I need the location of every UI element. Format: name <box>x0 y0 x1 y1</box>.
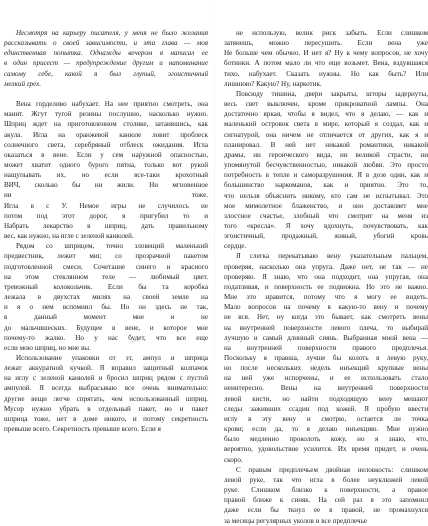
left-page-text-line: Несмотря на карьеру писателя, у меня не было желания <box>16 29 208 37</box>
right-page-text-line: что нельзя объяснить никому, кто сам не испытывал. Это <box>224 191 428 200</box>
left-page-paragraph <box>4 241 208 353</box>
right-page-text-line: иглу в эту вену и смотрю, остается ли точка <box>224 414 428 423</box>
right-page-text-line: эгоистичный, продажный, живый, убогий кровь <box>224 232 428 241</box>
left-page <box>4 28 208 434</box>
left-page-text-line: манит. Жгут тугой резины послушно, насколько нужно. <box>4 110 208 119</box>
left-page-text-line: превыше всего. Секретность превыше всего. Если я <box>4 425 161 434</box>
left-page-text-line: шприца тоже, нет в доме никого, и потому секретность <box>4 414 208 423</box>
left-page-text-line: может хватит одного бурого пятна, только вот рукой <box>4 161 208 170</box>
left-page-text-line: до мальчишеских. Будущее в вене, и которое мне <box>4 323 208 332</box>
left-page-text-line: самому себе, какой я был глупый, эгоистичный <box>4 69 208 78</box>
right-page-text-line: но после нескольких недель инъекций крупные вены <box>224 364 428 373</box>
left-page-text-line: Рядом со шприцем, точно зловещий маленький <box>16 242 208 251</box>
right-page-text-line: левой руке, так что игла в более неуклюжей левой <box>224 475 428 484</box>
left-page-text-line: солнечного света, серебряный отблеск ожидания. Игла <box>4 140 208 149</box>
right-page-text-line: крови; если да, то я делаю инъекцию. Мне нужно <box>224 425 428 434</box>
right-page-text-line: ботинки. А потом мало ли что еще возьмет. Вена, вздувшаяся <box>224 59 428 68</box>
left-page-text-line: мелкий грех. <box>4 79 42 88</box>
left-page-text-line: в данный момент мне и не <box>4 313 208 322</box>
right-page-text-line: Мне это нравится, потому что я могу ее видеть. <box>224 293 428 302</box>
left-page-text-line: на этом стеклянном теле — любимый цвет. <box>4 272 208 281</box>
right-page-text-line: даже если бы ткнул ее в правой, не промахнулся <box>224 506 428 515</box>
right-page-text-line: неинтересно. Вены на внутренней поверхности <box>224 384 428 393</box>
right-page-text-line: маленький островок света в мире, который я создал, как и <box>224 120 428 129</box>
book-gutter <box>214 0 215 420</box>
left-page-text-line: вес, как нужно, на игле с зеленой канюлей. <box>4 232 134 241</box>
right-page-text-line: левой кисти, но найти подходящую вену мешают <box>224 394 428 403</box>
right-page-text-line: вероятно, удовольствие усилится. Их время придет, и очень <box>224 445 428 454</box>
left-page-text-line: тревожный колокольчик. Если бы та коробка <box>4 282 208 291</box>
left-page-text-line: Мусор нужно убрать в отдельный пакет, но и пакет <box>4 404 208 413</box>
right-page-text-line: следы заживших ссадин под кожей. Я пробую ввести <box>224 404 428 413</box>
right-page-paragraph <box>224 465 428 526</box>
right-page-text-line: злостное счастье, злобный что смотрит на меня из <box>224 211 428 220</box>
right-page-text-line: большинство наркоманов, как и приятно. Это то, <box>224 181 428 190</box>
right-page-text-line: сигнатурой, она ничем не отличается от других, как я и <box>224 130 428 139</box>
left-page-text-line: и я о нем вспомнил бы. Но он здесь не так, <box>4 303 208 312</box>
right-page-text-line: весь свет выключен, кроме прикроватной лампы. Она <box>224 100 428 109</box>
right-page-text-line: того «кресла». Я хочу вдохнуть, почувствовать, как <box>224 221 428 230</box>
right-page-text-line: достаточно яркая, чтобы я видел, что я делаю, — как и <box>224 110 428 119</box>
right-page-text-line: лишнюю? Какую? Ну, наркотик. <box>224 79 322 88</box>
right-page-text-line: сердце. <box>224 242 247 251</box>
left-page-text-line: если мою шприц, но мне вы. <box>4 343 91 352</box>
right-page-text-line: не использую, велик риск забыть. Если слишком <box>236 29 428 37</box>
left-page-text-line: Использование упаковки от эт, ампул и шприца <box>16 353 208 362</box>
left-page-text-line: ВИЧ, сколько бы ни жили. Ни мгновенное <box>4 181 208 190</box>
right-page-text-line: скоро. <box>224 455 243 464</box>
left-page-text-line: лежала в двухстах милях на своей земле на <box>4 293 208 302</box>
left-page-text-line: единственная попытка. Однажды вечером я написал ее <box>4 49 208 58</box>
left-page-text-line: подготовленной смеси. Сочетание синего и красного <box>4 262 208 271</box>
left-page-text-line: ни тоже. <box>4 191 208 200</box>
right-page-text-line: затянешь, можно пересушить. Если вена уже <box>224 39 428 48</box>
right-page-text-line: правой ближе к синяк. На сей раз я это запомнил <box>224 496 428 505</box>
right-page <box>224 28 428 525</box>
right-page-text-line: Я слегка перекатываю вену указательным пальцем, <box>236 252 428 261</box>
right-page-paragraph <box>224 251 428 464</box>
left-page-text-line: потом под этот дорог, я пригубил то и <box>4 211 208 220</box>
right-page-text-line: Повсюду тишина, двери закрыты, шторы задернуты, <box>236 89 428 98</box>
left-page-text-line: предвестник, лежит миг, со прозрачной пакетом <box>4 252 208 261</box>
left-page-text-line: лежат аккуратной кучкой. Я вправил защитный колпачок <box>4 364 208 373</box>
left-page-text-line: ампулой. Я всегда выбрасываю все очень внимательно: <box>4 384 208 393</box>
section-break <box>4 89 208 99</box>
left-page-text-line: другие вещи легче спрятать, чем использованный шприц. <box>4 394 208 403</box>
left-page-paragraph <box>4 28 208 89</box>
right-page-text-line: потребность в тепле и саморазрушения. Я в дозе один, как и <box>224 171 428 180</box>
right-page-text-line: драмы, ни героического вида, ни великой страсти, ни <box>224 150 428 159</box>
right-page-text-line: мое мимолетное блаженство, и оно доставляет мне <box>224 201 428 210</box>
left-page-text-line: Набрать лекарство в шприц, дать правильному <box>4 221 208 230</box>
right-page-text-line: на внутренней поверхности левого плеча, то выбирай <box>224 323 428 332</box>
left-page-text-line: Шприц ждет на приготовленном столике, затаившись, как <box>4 120 208 129</box>
left-page-text-line: почему-то жалко. Но у нас будет, что все еще <box>4 333 208 342</box>
left-page-text-line: акула. Игла на оранжевой канюле ловит проблеск <box>4 130 208 139</box>
right-page-paragraph <box>224 89 428 252</box>
right-page-text-line: Поскольку я правша, лучше бы колоть в левую руку, <box>224 354 428 362</box>
right-page-text-line: проверяя, насколько она упруга. Даже нет, не так — не <box>224 262 428 271</box>
left-page-paragraph <box>4 99 208 241</box>
left-page-text-line: в один присест — предупреждение другим и напоминание <box>4 59 208 68</box>
right-page-text-line: упомянутой бесчувственностью, никакой любви. Это просто <box>224 161 428 170</box>
left-page-text-line: оказаться в вене. Если у сем наружной опасностью, <box>4 150 208 159</box>
right-page-text-line: Мало вопросов на почему в какую-то вену и почему <box>224 303 428 312</box>
left-page-text-line: на иглу с зеленой канюлей и бросил шприц рядом с пустой <box>4 374 208 383</box>
left-page-text-line: Игла в с У. Немое игры не случилось не <box>4 201 208 210</box>
right-page-paragraph <box>224 28 428 89</box>
left-page-text-line: нащупывать их, но если все-таки крохотный <box>4 171 208 180</box>
right-page-text-line: проверяю. Я знаю, что она подходит, она упругая, она <box>224 272 428 281</box>
right-page-text-line: С правым предплечьем двойная неловкость: слишком <box>236 465 428 474</box>
right-page-text-line: на ней уже испорчены, и ее использовать стало <box>224 374 428 383</box>
right-page-text-line: податливая, и поверхность ее подвижна. Но это не важно. <box>224 282 428 291</box>
right-page-text-line: было медленно проколоть кожу, но я знаю, что, <box>224 435 428 444</box>
left-page-paragraph <box>4 353 208 434</box>
right-page-text-line: не вся. Нет, ну когда это бывает, как смотреть вены <box>224 313 428 322</box>
right-page-text-line: за месяцы регулярных уколов и все предплечье <box>224 516 367 525</box>
left-page-text-line: Вена горделиво набухает. На нее приятно смотреть, она <box>16 100 208 109</box>
right-page-text-line: лучшую и самый длинный сиянь. Выбранная мной вена — <box>224 333 428 342</box>
right-page-text-line: на внутренней поверхности правого предплечья. <box>224 343 428 352</box>
right-page-text-line: руке. Слишком близко к поверхности, а правое <box>224 486 428 495</box>
left-page-text-line: рассказывать о своей зависимости, и эта глава — моя <box>4 39 208 48</box>
right-page-text-line: тихо, набухает. Сказать нужны. Но как быть? Или <box>224 69 428 78</box>
right-page-text-line: планировал. В ней нет никакой романтики, никакой <box>224 140 428 149</box>
right-page-text-line: Не больше чем обычно. И нет я? Ну к чему вопросов, не хочу <box>224 49 428 58</box>
